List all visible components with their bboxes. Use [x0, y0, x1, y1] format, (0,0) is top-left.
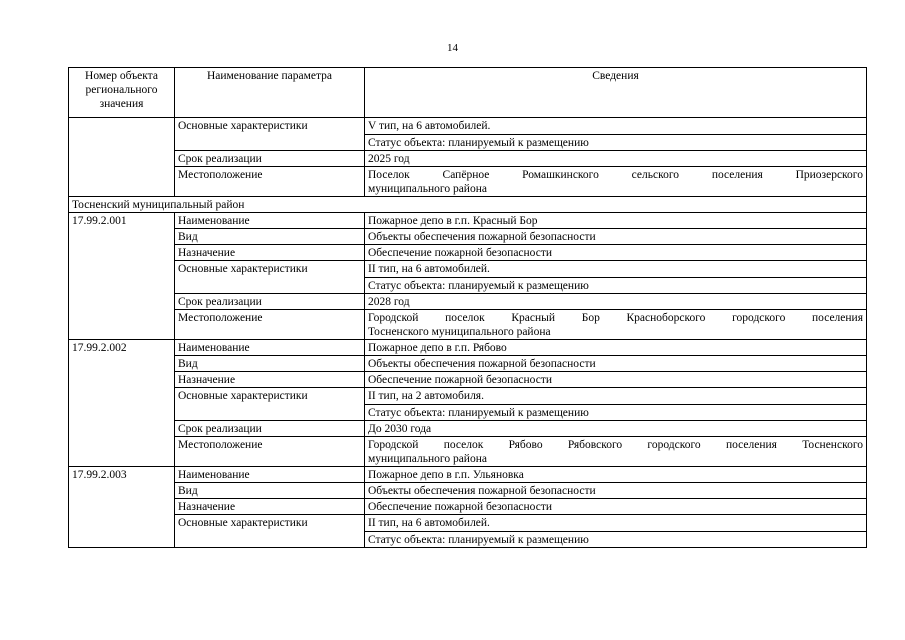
- info-cell: [365, 388, 867, 421]
- table-row: [69, 213, 867, 229]
- region-name: Тосненский муниципальный район: [69, 197, 867, 213]
- info-line: Обеспечение пожарной безопасности: [368, 247, 553, 259]
- info-line: Объекты обеспечения пожарной безопасности: [368, 231, 596, 243]
- info-cell: [365, 261, 867, 294]
- parameter-cell: Вид: [175, 483, 365, 499]
- object-code-cell: 17.99.2.002: [69, 340, 175, 467]
- table-row: [69, 340, 867, 356]
- parameter-cell: Наименование: [175, 340, 365, 356]
- table-row: [69, 167, 867, 197]
- info-line: V тип, на 6 автомобилей.: [368, 120, 491, 132]
- object-code-cell: [69, 118, 175, 197]
- info-cell: [365, 437, 867, 467]
- parameter-cell: Местоположение: [175, 437, 365, 467]
- info-line: Городской поселок Красный Бор Красноборского городского поселения: [368, 312, 863, 324]
- table-row: [69, 294, 867, 310]
- table-row: [69, 388, 867, 421]
- table-row: [69, 261, 867, 294]
- table-body: [69, 118, 867, 548]
- parameter-cell: Срок реализации: [175, 294, 365, 310]
- table-row: [69, 245, 867, 261]
- object-code-cell: 17.99.2.001: [69, 213, 175, 340]
- header-info: Сведения: [365, 68, 867, 118]
- parameter-cell: Местоположение: [175, 167, 365, 197]
- table-row: [69, 118, 867, 151]
- parameter-cell: Наименование: [175, 467, 365, 483]
- info-line: II тип, на 2 автомобиля.: [368, 390, 484, 402]
- info-line: муниципального района: [368, 453, 487, 465]
- info-line: Статус объекта: планируемый к размещению: [365, 277, 866, 293]
- info-cell: [365, 499, 867, 515]
- parameter-cell: Срок реализации: [175, 421, 365, 437]
- info-cell: [365, 151, 867, 167]
- table-row: [69, 151, 867, 167]
- info-cell: [365, 515, 867, 548]
- parameter-cell: Назначение: [175, 499, 365, 515]
- info-line: До 2030 года: [368, 423, 432, 435]
- info-line: Пожарное депо в г.п. Ульяновка: [368, 469, 524, 481]
- parameter-cell: Вид: [175, 229, 365, 245]
- info-line: Статус объекта: планируемый к размещению: [365, 134, 866, 150]
- parameter-cell: Вид: [175, 356, 365, 372]
- info-line: Пожарное депо в г.п. Рябово: [368, 342, 507, 354]
- page-number: 14: [447, 42, 458, 54]
- parameter-cell: Основные характеристики: [175, 515, 365, 548]
- info-cell: [365, 118, 867, 151]
- info-cell: [365, 483, 867, 499]
- info-line: Пожарное депо в г.п. Красный Бор: [368, 215, 538, 227]
- parameter-cell: Основные характеристики: [175, 118, 365, 151]
- info-line: 2025 год: [368, 153, 410, 165]
- info-line: II тип, на 6 автомобилей.: [368, 517, 490, 529]
- table-row: [69, 421, 867, 437]
- info-line: Обеспечение пожарной безопасности: [368, 374, 553, 386]
- table-row: [69, 515, 867, 548]
- table-header-row: [69, 68, 867, 118]
- info-cell: [365, 245, 867, 261]
- table-row: [69, 483, 867, 499]
- parameter-cell: Назначение: [175, 245, 365, 261]
- info-line: Объекты обеспечения пожарной безопасности: [368, 485, 596, 497]
- info-cell: [365, 213, 867, 229]
- parameter-cell: Основные характеристики: [175, 261, 365, 294]
- info-cell: [365, 372, 867, 388]
- parameter-cell: Основные характеристики: [175, 388, 365, 421]
- table-row: [69, 310, 867, 340]
- table-row: [69, 499, 867, 515]
- info-cell: [365, 356, 867, 372]
- info-line: II тип, на 6 автомобилей.: [368, 263, 490, 275]
- table-row: [69, 356, 867, 372]
- info-line: муниципального района: [368, 183, 487, 195]
- info-line: Поселок Сапёрное Ромашкинского сельского поселения Приозерского: [368, 169, 863, 181]
- header-object-number: Номер объекта регионального значения: [69, 68, 175, 118]
- object-code-cell: 17.99.2.003: [69, 467, 175, 548]
- info-line: Статус объекта: планируемый к размещению: [365, 404, 866, 420]
- info-line: Объекты обеспечения пожарной безопасности: [368, 358, 596, 370]
- header-parameter: Наименование параметра: [175, 68, 365, 118]
- info-cell: [365, 421, 867, 437]
- table-row: [69, 229, 867, 245]
- table-row: [69, 467, 867, 483]
- info-line: Статус объекта: планируемый к размещению: [365, 531, 866, 547]
- info-cell: [365, 294, 867, 310]
- info-cell: [365, 467, 867, 483]
- info-cell: [365, 310, 867, 340]
- facilities-table: [68, 67, 867, 548]
- info-cell: [365, 229, 867, 245]
- info-line: 2028 год: [368, 296, 410, 308]
- info-line: Городской поселок Рябово Рябовского городского поселения Тосненского: [368, 439, 863, 451]
- region-row: [69, 197, 867, 213]
- parameter-cell: Назначение: [175, 372, 365, 388]
- info-line: Обеспечение пожарной безопасности: [368, 501, 553, 513]
- table-row: [69, 437, 867, 467]
- info-line: Тосненского муниципального района: [368, 326, 551, 338]
- info-cell: [365, 340, 867, 356]
- info-cell: [365, 167, 867, 197]
- parameter-cell: Местоположение: [175, 310, 365, 340]
- parameter-cell: Срок реализации: [175, 151, 365, 167]
- parameter-cell: Наименование: [175, 213, 365, 229]
- table-row: [69, 372, 867, 388]
